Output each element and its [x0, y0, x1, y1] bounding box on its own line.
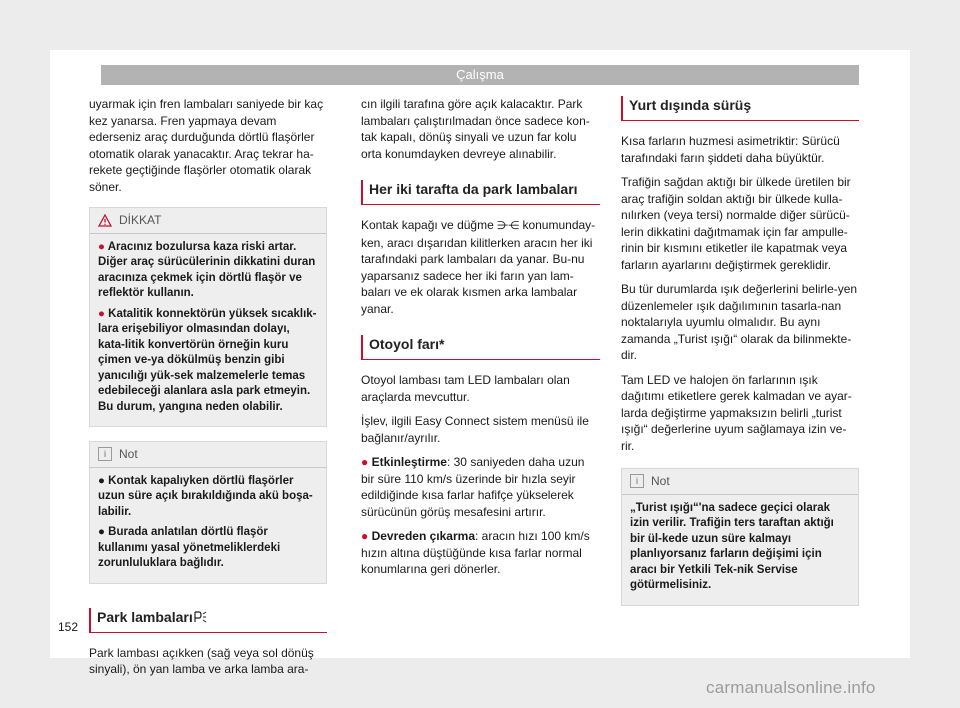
- note-item: ● Burada anlatılan dörtlü flaşör kullanımı yasal yönetmeliklerdeki zorunluluklara bağlıdır.: [98, 526, 281, 569]
- bullet-icon: ●: [361, 455, 372, 469]
- both-sides-heading: Her iki tarafta da park lambaları: [361, 180, 600, 205]
- note-box-header: [90, 442, 326, 468]
- abroad-p4: Tam LED ve halojen ön farlarının ışık dağıtımı etiketlere gerek kalmadan ve ayar-larda değiştirme yapmaksızın belirli „turist ışığı“ değerlerine uyum sağlamaya izin ve-rir.: [621, 372, 852, 453]
- warning-title: DİKKAT: [119, 213, 162, 227]
- abroad-driving-heading: Yurt dışında sürüş: [621, 96, 859, 121]
- abroad-p3: Bu tür durumlarda ışık değerlerini belirle-yen düzenlemeler ışık dağılımının tasarla-nan noktalarıyla uyumlu olmalıdır. Bu aynı zamanda „Turist ışığı“ olarak da bilinmekte-dir.: [621, 282, 858, 362]
- column-right: [621, 96, 859, 620]
- note-title: Not: [651, 474, 670, 488]
- bullet-icon: ●: [98, 307, 109, 320]
- note-title: Not: [119, 447, 138, 461]
- note-box-right: [621, 468, 859, 606]
- warning-box-header: [90, 208, 326, 234]
- highway-item-deactivation: ● Devreden çıkarma: aracın hızı 100 km/s hızın altına düştüğünde kısa farlar normal konumlarına geri dönerler.: [361, 529, 590, 576]
- parking-light-icon: [193, 611, 207, 623]
- warning-body: [90, 234, 326, 427]
- highway-item-activation: ● Etkinleştirme: 30 saniyeden daha uzun bir süre 110 km/s üzerinde bir hızla seyir edildiğinde kısa farlar hafifçe yükselerek sürücünün görüş mesafesini artırır.: [361, 455, 585, 519]
- note-box-header: [622, 469, 858, 495]
- note-body: [90, 468, 326, 583]
- section-header: Çalışma: [101, 65, 859, 85]
- warning-item: ● Aracınız bozulursa kaza riski artar. Diğer araç sürücülerinin dikkatini duran aracınıza çekmek için dörtlü flaşör ve reflektör kullanın.: [98, 240, 316, 299]
- note-body: [622, 495, 858, 605]
- bullet-icon: ●: [98, 526, 109, 538]
- abroad-p2: Trafiğin sağdan aktığı bir ülkede üretilen bir araç trafiğin soldan aktığı bir ülkede kulla-nılırken (veya tersi) normalde diğer sürücü-lerin dikkatini dağıtmamak için far ampulle-rinin bir kısmını etiketler ile kapatmak veya farların ayarlarını değiştirmek gereklidir.: [621, 175, 851, 272]
- bullet-icon: ●: [361, 529, 372, 543]
- highway-p2: İşlev, ilgili Easy Connect sistem menüsü ile bağlanır/ayrılır.: [361, 414, 589, 445]
- info-icon: i: [630, 474, 644, 488]
- highway-light-heading: Otoyol farı*: [361, 335, 600, 360]
- note-item: ● Kontak kapalıyken dörtlü flaşörler uzun süre açık bırakıldığında akü boşa-labilir.: [98, 474, 313, 518]
- intro-paragraph: uyarmak için fren lambaları saniyede bir kaç kez yanarsa. Fren yapmaya devam ederseniz araç durduğunda dörtlü flaşörler otomatik olarak yanacaktır. Araç tekrar ha-rekete geçtiğinde flaşörler otomatik olarak söner.: [89, 97, 324, 194]
- watermark: carmanualsonline.info: [706, 678, 876, 697]
- note-text: „Turist ışığı“'na sadece geçici olarak izin verilir. Trafiğin ters taraftan aktığı bir ül-kede uzun süre kalmayı planlıyorsanız farların değişimi için aracı bir Yetkili Tek-nik Servise götürmelisiniz.: [630, 501, 834, 591]
- warning-box: [89, 207, 327, 427]
- column-left: [89, 96, 327, 686]
- parking-switch-icon: ⋺⋲: [497, 220, 520, 232]
- warning-triangle-icon: [98, 214, 112, 227]
- park-lights-heading: Park lambaları: [89, 608, 327, 633]
- continued-paragraph: cın ilgili tarafına göre açık kalacaktır. Park lambaları çalıştırılmadan önce sadece kon-tak kapalı, dönüş sinyali ve uzun far kolu orta konumdayken devreye alınabilir.: [361, 97, 590, 161]
- bullet-icon: ●: [98, 474, 109, 487]
- bullet-icon: ●: [98, 240, 108, 253]
- page-number: 152: [58, 620, 79, 634]
- park-lights-text: Park lambası açıkken (sağ veya sol dönüş sinyali), ön yan lamba ve arka lamba ara-: [89, 645, 314, 676]
- both-sides-text: Kontak kapağı ve düğme ⋺⋲ konumunday-ken, aracı dışarıdan kilitlerken aracın her iki tarafındaki park lambaları da yanar. Bu-nu yaparsanız sadece her iki farın yan lam-baları ve ek olarak kısmen arka lambalar yanar.: [361, 218, 596, 316]
- note-box: [89, 441, 327, 584]
- info-icon: i: [98, 447, 112, 461]
- highway-p1: Otoyol lambası tam LED lambaları olan araçlarda mevcuttur.: [361, 373, 570, 404]
- column-middle: [361, 96, 600, 586]
- warning-item: ● Katalitik konnektörün yüksek sıcaklık-lara erişebiliyor olmasından dolayı, kata-litik konvertörün örneğin kuru çimen ve-ya dökülmüş benzin gibi yanıcılığı yük-sek malzemelerle temas edebileceği alanlara asla park etmeyin. Bu durum, yangına neden olabilir.: [98, 307, 317, 413]
- abroad-p1: Kısa farların huzmesi asimetriktir: Sürücü tarafındaki farın şiddeti daha büyüktür.: [621, 134, 840, 165]
